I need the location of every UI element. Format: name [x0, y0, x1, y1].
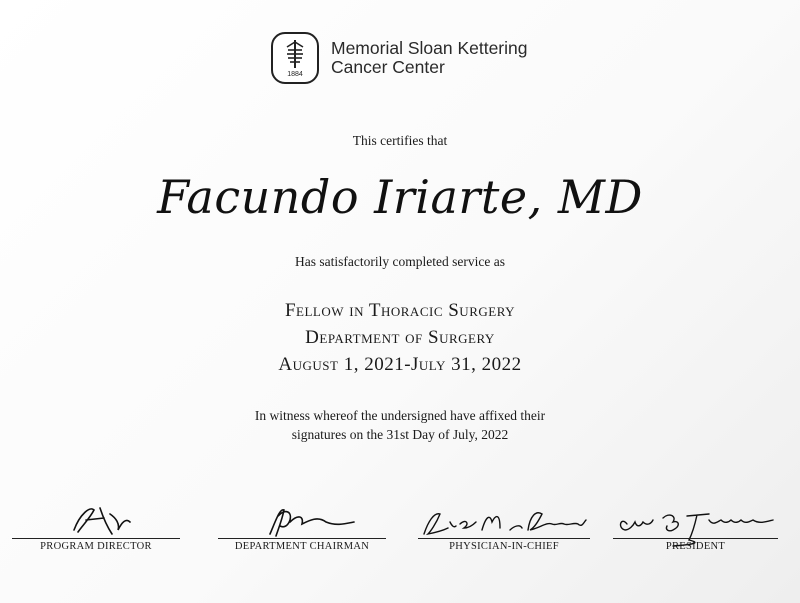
- certifies-text: This certifies that: [352, 133, 448, 148]
- signature-department-chairman: [218, 500, 386, 560]
- institution-name-line2: Cancer Center: [331, 57, 445, 77]
- completion-text: Has satisfactorily completed service as: [295, 254, 505, 269]
- department-name: Department of Surgery: [305, 327, 495, 348]
- signature-scribble: [418, 500, 590, 540]
- witness-line1: In witness whereof the undersigned have affixed their: [254, 408, 546, 423]
- signature-line: [418, 538, 590, 539]
- signature-title: DEPARTMENT CHAIRMAN: [234, 541, 370, 552]
- logo-year: 1884: [287, 71, 303, 78]
- signature-line: [613, 538, 778, 539]
- institution-logo: [271, 32, 527, 84]
- signature-title: PRESIDENT: [665, 541, 726, 552]
- institution-name: [331, 39, 527, 77]
- signature-program-director: [12, 500, 180, 560]
- witness-statement: [0, 406, 800, 444]
- signature-line: [12, 538, 180, 539]
- signature-president: [613, 500, 778, 560]
- signature-physician-in-chief: [418, 500, 590, 560]
- caduceus-tree-icon: [271, 32, 319, 84]
- signature-line: [218, 538, 386, 539]
- signature-scribble: [12, 500, 180, 540]
- institution-name-line1: Memorial Sloan Kettering: [331, 38, 528, 58]
- signature-title: PHYSICIAN-IN-CHIEF: [449, 541, 559, 552]
- service-dates: August 1, 2021-July 31, 2022: [278, 354, 522, 375]
- recipient-name: Facundo Iriarte, MD: [157, 170, 643, 224]
- signature-scribble: [218, 500, 386, 540]
- witness-line2: signatures on the 31st Day of July, 2022: [291, 427, 509, 442]
- signature-title: PROGRAM DIRECTOR: [40, 541, 152, 552]
- position-title: Fellow in Thoracic Surgery: [284, 300, 516, 321]
